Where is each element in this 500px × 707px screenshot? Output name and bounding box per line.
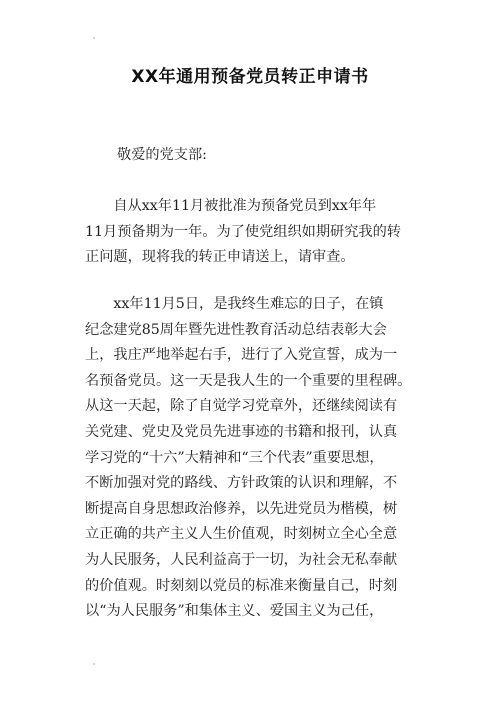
text-line: 以“为人民服务”和集体主义、爱国主义为己任，: [85, 603, 384, 620]
text-line: 关党建、党史及党员先进事迹的书籍和报刊，认真: [85, 423, 398, 440]
text-line: 自从xx年11月被批准为预备党员到xx年年: [85, 198, 377, 214]
text-line: 学习党的“十六”大精神和“三个代表”重要思想，: [85, 449, 384, 466]
page-mark-dot: [93, 663, 95, 665]
text-line: 名预备党员。这一天是我人生的一个重要的里程碑。: [85, 372, 412, 389]
text-line: xx年11月5日，是我终生难忘的日子，在镇: [85, 296, 384, 312]
text-line: 不断加强对党的路线、方针政策的认识和理解，不: [85, 475, 398, 492]
text-line: 为人民服务，人民利益高于一切，为社会无私奉献: [85, 551, 398, 568]
text-line: 正问题，现将我的转正申请送上，请审查。: [85, 249, 355, 266]
document-title: XX年通用预备党员转正申请书: [131, 67, 369, 87]
text-line: 11月预备期为一年。为了使党组织如期研究我的转: [85, 223, 401, 240]
greeting: 敬爱的党支部:: [117, 147, 207, 163]
text-line: 立正确的共产主义人生价值观，时刻树立全心全意: [85, 526, 398, 543]
text-line: 纪念建党85周年暨先进性教育活动总结表彰大会: [85, 321, 387, 338]
text-line: 断提高自身思想政治修养，以先进党员为楷模，树: [85, 500, 398, 517]
text-line: 的价值观。时刻刻以党员的标准来衡量自己，时刻: [85, 577, 398, 594]
paragraph-2: [85, 292, 425, 625]
text-line: 上，我庄严地举起右手，进行了入党宣誓，成为一: [85, 347, 398, 364]
text-line: 从这一天起，除了自觉学习党章外，还继续阅读有: [85, 398, 398, 415]
page-mark-dot: [93, 37, 95, 39]
paragraph-1: [85, 194, 425, 271]
